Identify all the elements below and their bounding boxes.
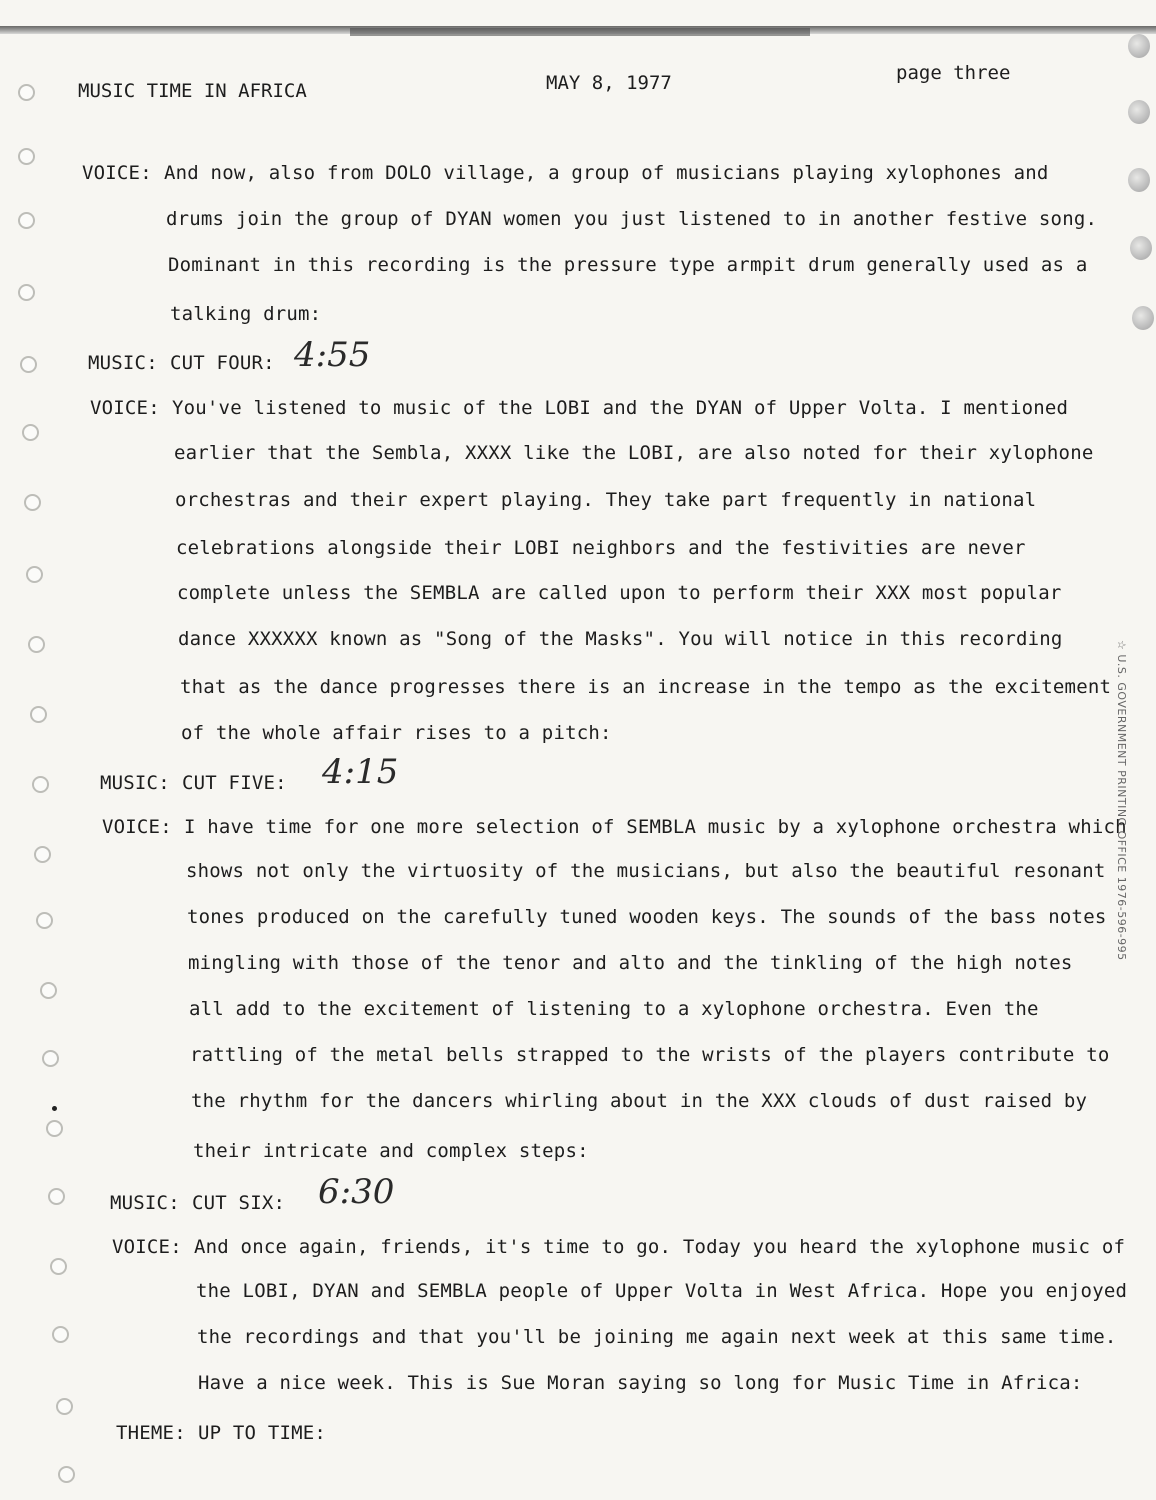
punch-hole-icon — [1128, 100, 1150, 124]
printing-office-imprint: ☆ U.S. GOVERNMENT PRINTING OFFICE 1976-596-995 — [1115, 640, 1128, 961]
page-number: page three — [896, 62, 1011, 84]
punch-hole-icon — [42, 1050, 59, 1067]
script-line: celebrations alongside their LOBI neighbors and the festivities are never — [176, 537, 1026, 559]
punch-hole-icon — [48, 1188, 65, 1205]
script-line: drums join the group of DYAN women you just listened to in another festive song. — [166, 208, 1098, 230]
ink-dot — [52, 1106, 57, 1111]
script-line: orchestras and their expert playing. They take part frequently in national — [175, 489, 1037, 511]
script-line: Dominant in this recording is the pressure type armpit drum generally used as a — [168, 254, 1088, 276]
program-title: MUSIC TIME IN AFRICA — [78, 80, 307, 102]
handwritten-duration: 4:55 — [294, 335, 371, 375]
cue-label: VOICE: — [112, 1236, 182, 1258]
punch-hole-icon — [36, 912, 53, 929]
punch-hole-icon — [58, 1466, 75, 1483]
cue-label: VOICE: — [102, 816, 172, 838]
handwritten-duration: 4:15 — [322, 752, 399, 792]
punch-hole-icon — [52, 1326, 69, 1343]
theme-cue: THEME: UP TO TIME: — [116, 1422, 327, 1444]
punch-hole-icon — [18, 148, 35, 165]
script-line: earlier that the Sembla, XXXX like the LOBI, are also noted for their xylophone — [174, 442, 1094, 464]
cue-label: MUSIC: — [88, 352, 158, 374]
script-line: of the whole affair rises to a pitch: — [181, 722, 612, 744]
punch-hole-icon — [34, 846, 51, 863]
script-line: shows not only the virtuosity of the musicians, but also the beautiful resonant — [186, 860, 1106, 882]
script-line: the recordings and that you'll be joining me again next week at this same time. — [197, 1326, 1117, 1348]
script-line: rattling of the metal bells strapped to the wrists of the players contribute to — [190, 1044, 1110, 1066]
music-cue: MUSIC: CUT FOUR: — [88, 352, 275, 374]
cue-label: THEME: — [116, 1422, 186, 1444]
script-line: the rhythm for the dancers whirling about in the XXX clouds of dust raised by — [191, 1090, 1088, 1112]
cue-label: VOICE: — [82, 162, 152, 184]
script-line: complete unless the SEMBLA are called upon to perform their XXX most popular — [177, 582, 1062, 604]
script-line: Have a nice week. This is Sue Moran saying so long for Music Time in Africa: — [198, 1372, 1083, 1394]
cue-label: VOICE: — [90, 397, 160, 419]
script-line: talking drum: — [170, 303, 322, 325]
script-line: the LOBI, DYAN and SEMBLA people of Upper Volta in West Africa. Hope you enjoyed — [196, 1280, 1128, 1302]
music-cue: MUSIC: CUT SIX: — [110, 1192, 286, 1214]
script-line: VOICE: You've listened to music of the LOBI and the DYAN of Upper Volta. I mentioned — [90, 397, 1069, 419]
punch-hole-icon — [1128, 34, 1150, 58]
script-line: dance XXXXXX known as "Song of the Masks". You will notice in this recording — [178, 628, 1063, 650]
punch-hole-icon — [46, 1120, 63, 1137]
broadcast-date: MAY 8, 1977 — [546, 72, 672, 94]
punch-hole-icon — [18, 284, 35, 301]
script-line: mingling with those of the tenor and alto and the tinkling of the high notes — [188, 952, 1073, 974]
scan-edge-shadow — [350, 28, 810, 36]
punch-hole-icon — [40, 982, 57, 999]
handwritten-duration: 6:30 — [318, 1172, 395, 1212]
script-line: VOICE: And now, also from DOLO village, a group of musicians playing xylophones and — [82, 162, 1049, 184]
cue-label: MUSIC: — [110, 1192, 180, 1214]
music-cue: MUSIC: CUT FIVE: — [100, 772, 287, 794]
script-line: all add to the excitement of listening to a xylophone orchestra. Even the — [189, 998, 1039, 1020]
punch-hole-icon — [1132, 306, 1154, 330]
punch-hole-icon — [1128, 168, 1150, 192]
punch-hole-icon — [30, 706, 47, 723]
punch-hole-icon — [28, 636, 45, 653]
punch-hole-icon — [18, 212, 35, 229]
punch-hole-icon — [24, 494, 41, 511]
punch-hole-icon — [56, 1398, 73, 1415]
script-line: VOICE: And once again, friends, it's time to go. Today you heard the xylophone music of — [112, 1236, 1126, 1258]
script-line: their intricate and complex steps: — [193, 1140, 589, 1162]
punch-hole-icon — [20, 356, 37, 373]
punch-hole-icon — [26, 566, 43, 583]
punch-hole-icon — [50, 1258, 67, 1275]
script-line: tones produced on the carefully tuned wooden keys. The sounds of the bass notes — [187, 906, 1107, 928]
punch-hole-icon — [22, 424, 39, 441]
script-line: VOICE: I have time for one more selection of SEMBLA music by a xylophone orchestra which — [102, 816, 1127, 838]
punch-hole-icon — [32, 776, 49, 793]
punch-hole-icon — [1130, 236, 1152, 260]
cue-label: MUSIC: — [100, 772, 170, 794]
punch-hole-icon — [18, 84, 35, 101]
script-line: that as the dance progresses there is an increase in the tempo as the excitement — [180, 676, 1112, 698]
